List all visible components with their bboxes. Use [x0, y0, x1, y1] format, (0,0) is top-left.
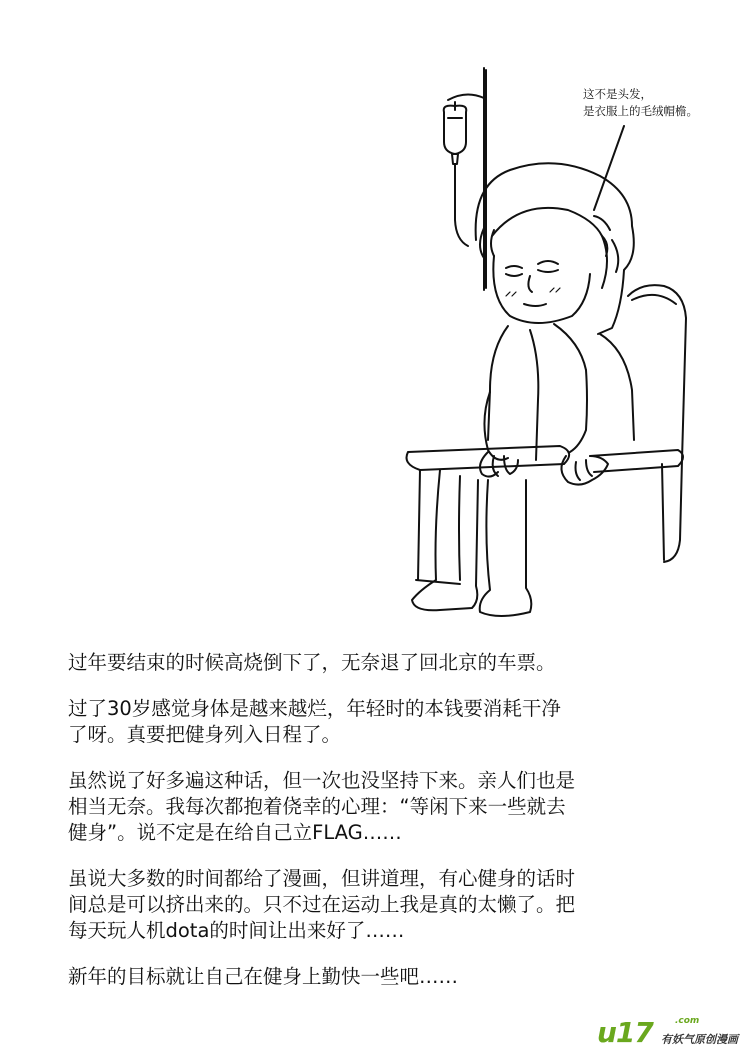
logo-brand: u17	[597, 1016, 653, 1049]
paragraph-line: 间总是可以挤出来的。只不过在运动上我是真的太懒了。把	[68, 893, 576, 916]
person	[412, 163, 634, 616]
paragraph-1	[68, 650, 668, 676]
paragraph-line: 过年要结束的时候高烧倒下了，无奈退了回北京的车票。	[68, 651, 556, 674]
sick-man-iv-drip-illustration	[380, 60, 740, 630]
paragraph-5	[68, 964, 668, 990]
paragraph-line: 过了30岁感觉身体是越来越烂，年轻时的本钱要消耗干净	[68, 697, 561, 720]
paragraph-4	[68, 866, 668, 944]
paragraph-line: 新年的目标就让自己在健身上勤快一些吧……	[68, 965, 459, 988]
iv-stand	[444, 68, 486, 290]
armchair	[407, 285, 687, 584]
annotation-line-1: 这不是头发，	[583, 87, 652, 101]
annotation-line-2: 是衣服上的毛绒帽檐。	[583, 104, 698, 118]
paragraph-line: 相当无奈。我每次都抱着侥幸的心理：“等闲下来一些就去	[68, 795, 566, 818]
illustration-annotation	[583, 86, 698, 120]
paragraph-line: 每天玩人机dota的时间让出来好了……	[68, 919, 405, 942]
paragraph-line: 了呀。真要把健身列入日程了。	[68, 723, 342, 746]
logo-tagline: 有妖气原创漫画	[661, 1033, 738, 1046]
paragraph-2	[68, 696, 668, 748]
paragraph-3	[68, 768, 668, 846]
logo-domain: .com	[675, 1016, 700, 1026]
paragraph-line: 健身”。说不定是在给自己立FLAG……	[68, 821, 402, 844]
u17-watermark-logo	[597, 1014, 737, 1048]
annotation-pointer-line	[594, 126, 624, 210]
paragraph-line: 虽然说了好多遍这种话，但一次也没坚持下来。亲人们也是	[68, 769, 576, 792]
paragraph-line: 虽说大多数的时间都给了漫画，但讲道理，有心健身的话时	[68, 867, 576, 890]
story-text	[68, 650, 668, 1010]
